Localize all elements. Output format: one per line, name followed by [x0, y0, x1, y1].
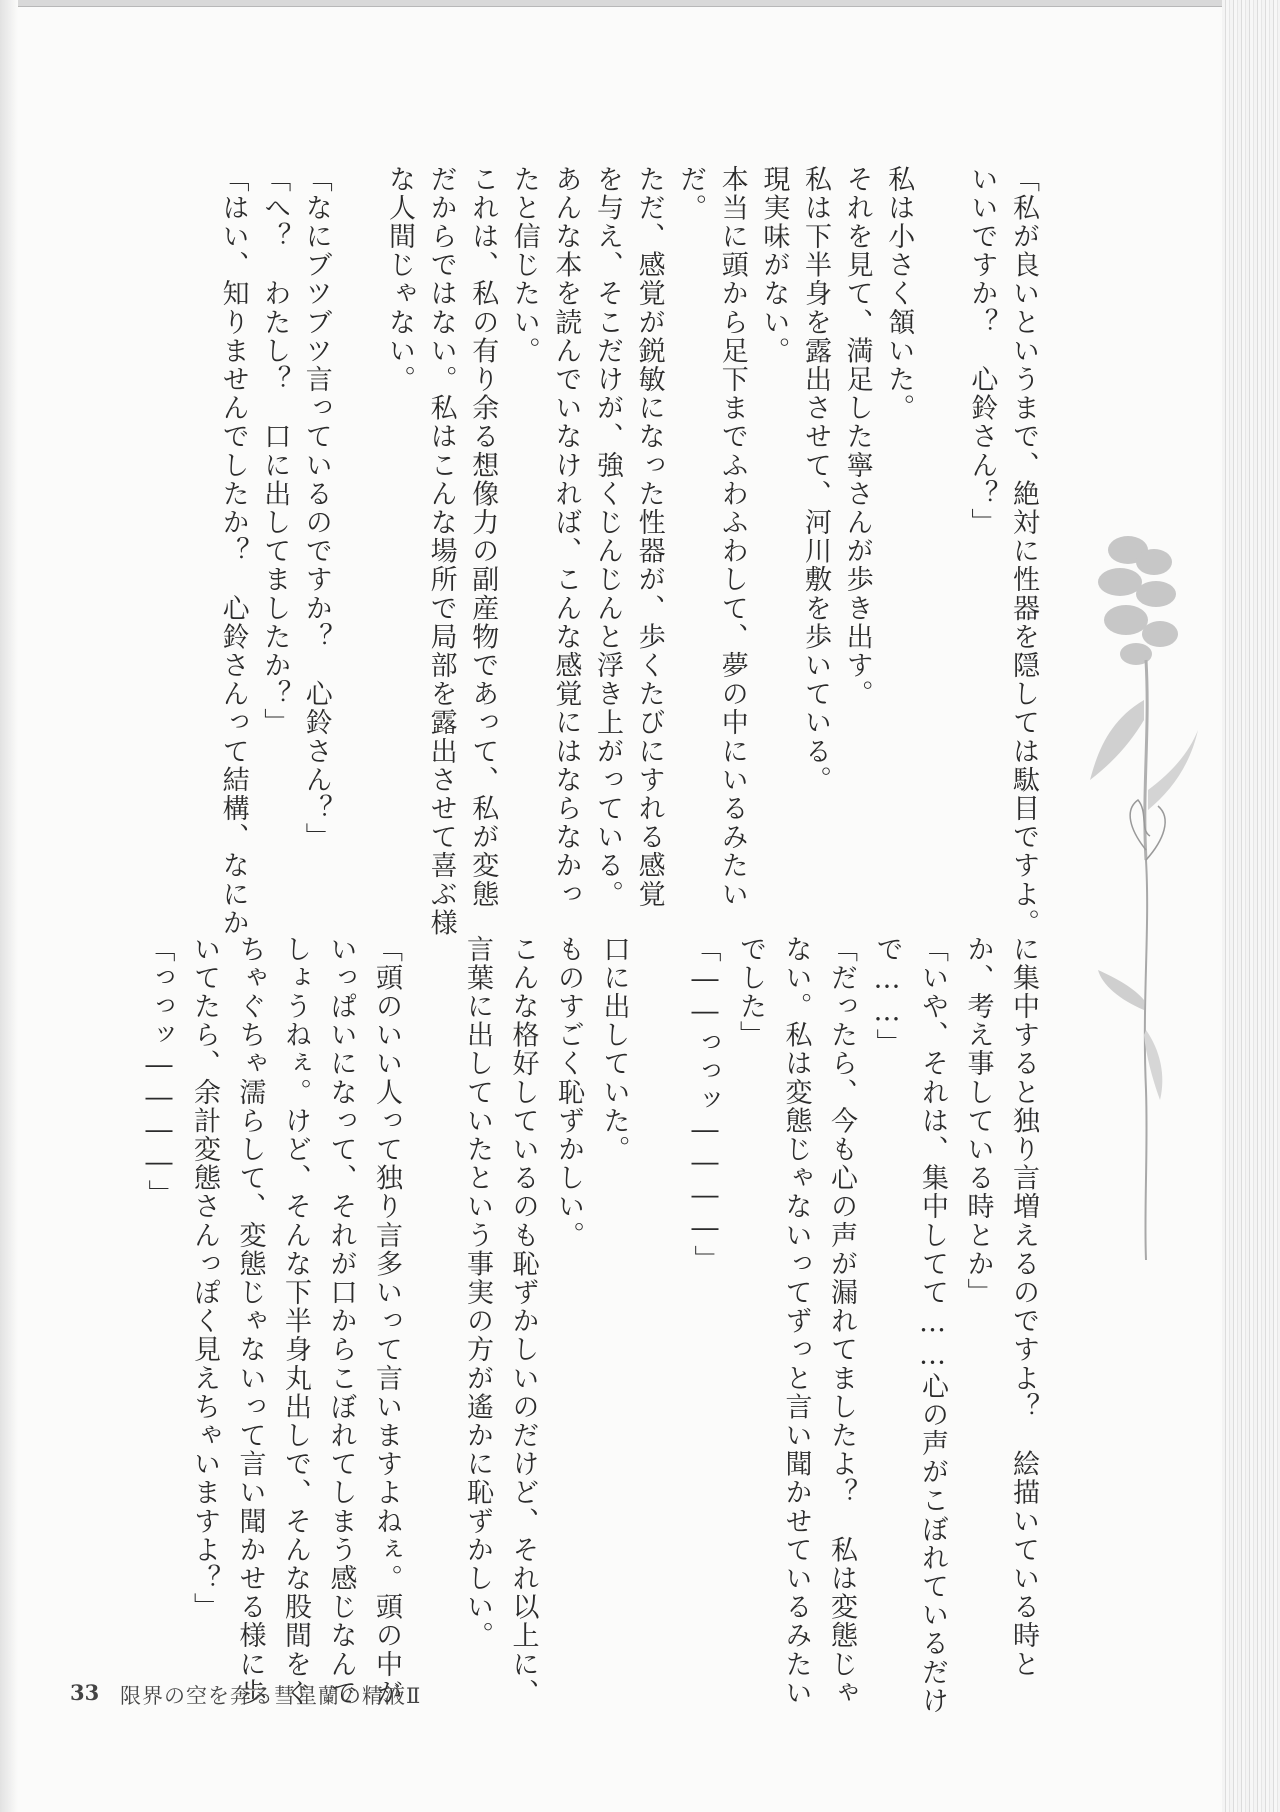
text-line: 私は下半身を露出させて、河川敷を歩いている。: [800, 165, 831, 795]
text-line: 「頭のいい人って独り言多いって言いますよねぇ。頭の中が: [371, 935, 402, 1708]
text-line: これは、私の有り余る想像力の副産物であって、私が変態: [467, 165, 499, 909]
text-line: ちゃぐちゃ濡らして、変態じゃないって言い聞かせる様に歩: [234, 935, 266, 1708]
text-line: 私は小さく頷いた。: [883, 165, 915, 423]
text-line: ただ、感覚が鋭敏になった性器が、歩くたびにすれる感覚: [633, 165, 665, 909]
text-line: 「はい、知りませんでしたか？ 心鈴さんって結構、なにか: [217, 165, 249, 938]
text-line: しょうねぇ。けど、そんな下半身丸出しで、そんな股間をぐ: [280, 935, 311, 1708]
text-line: それを見て、満足した寧さんが歩き出す。: [841, 165, 873, 709]
text-line: 本当に頭から足下までふわふわして、夢の中にいるみたい: [716, 165, 748, 909]
page-top-edge: [0, 0, 1280, 7]
text-line: か、考え事している時とか」: [962, 935, 994, 1307]
text-line: 「へ？ わたし？ 口に出してましたか？」: [259, 165, 291, 737]
upper-text-block: [190, 165, 1040, 938]
text-line: 言葉に出していたという事実の方が遙かに恥ずかしい。: [462, 935, 493, 1650]
binding-shadow: [0, 0, 18, 1812]
text-line: だからではない。私はこんな場所で局部を露出させて喜ぶ様: [425, 165, 457, 938]
page-stack-edge: [1222, 0, 1280, 1812]
text-line: いてたら、余計変態さんっぽく見えちゃいますよ？」: [189, 935, 220, 1622]
text-line: を与え、そこだけが、強くじんじんと浮き上がっている。: [592, 165, 623, 909]
text-line: こんな格好しているのも恥ずかしいのだけど、それ以上に、: [507, 935, 539, 1708]
text-line: 現実味がない。: [758, 165, 790, 366]
text-line: 「――っっッ――――」: [689, 935, 721, 1274]
text-line: で……」: [871, 935, 903, 1058]
text-line: ものすごく恥ずかしい。: [553, 935, 584, 1250]
text-line: たと信じたい。: [508, 165, 540, 366]
page-number: 33: [70, 1680, 100, 1705]
text-line: あんな本を読んでいなければ、こんな感覚にはならなかっ: [550, 165, 582, 909]
text-line: ない。私は変態じゃないってずっと言い聞かせているみたい: [780, 935, 812, 1708]
book-title: 限界の空を奔る彗星蘭の精液Ⅱ: [120, 1684, 422, 1708]
text-line: でした」: [735, 935, 766, 1050]
text-line: いっぱいになって、それが口からこぼれてしまう感じなんで: [325, 935, 357, 1708]
text-line: 「なにブツブツ言っているのですか？ 心鈴さん？」: [300, 165, 332, 852]
text-line: 「だったら、今も心の声が漏れてましたよ？ 私は変態じゃ: [826, 935, 857, 1708]
text-line: いいですか？ 心鈴さん？」: [966, 165, 998, 537]
text-line: 「いや、それは、集中してて……心の声がこぼれているだけ: [917, 935, 948, 1716]
text-line: 口に出していた。: [598, 935, 630, 1164]
text-line: な人間じゃない。: [384, 165, 415, 394]
text-line: に集中すると独り言増えるのですよ？ 絵描いている時と: [1008, 935, 1039, 1679]
text-line: 「っっッ――――」: [143, 935, 175, 1209]
text-line: 「私が良いというまで、絶対に性器を隠しては駄目ですよ。: [1008, 165, 1039, 938]
text-line: だ。: [675, 165, 707, 223]
orchid-illustration: [1080, 530, 1220, 1270]
